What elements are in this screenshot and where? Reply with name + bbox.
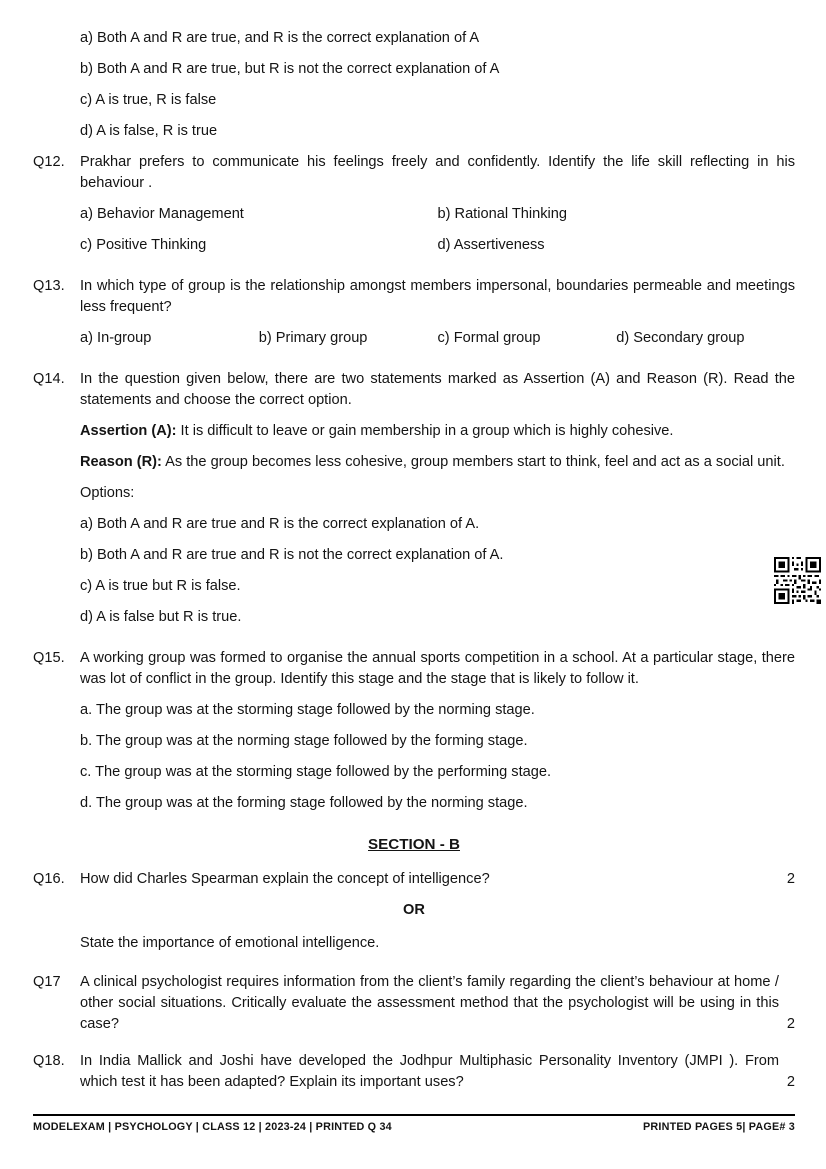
option-line: c) Positive Thinking xyxy=(80,237,207,253)
option-line: b. The group was at the norming stage followed by the forming stage. xyxy=(80,733,528,749)
question-options xyxy=(80,204,795,256)
option-line: a) Both A and R are true and R is the correct explanation of A. xyxy=(80,516,480,532)
question-text: In India Mallick and Joshi have developed the Jodhpur Multiphasic Personality Inventory (JMPI ). From which test it has been adapted? Explain its important uses? xyxy=(80,1053,779,1090)
question-number: Q16. xyxy=(33,871,65,887)
option-line: d) Secondary group xyxy=(616,330,745,346)
option-line: c) A is true, R is false xyxy=(80,92,217,108)
reason-statement xyxy=(80,452,795,473)
option-line: d) A is false, R is true xyxy=(80,123,218,139)
option-line: c) A is true but R is false. xyxy=(80,578,241,594)
reason-label: Reason (R): xyxy=(80,454,162,470)
option-line: d) A is false but R is true. xyxy=(80,609,242,625)
question-alt-text: State the importance of emotional intelligence. xyxy=(80,935,380,951)
qr-code-icon xyxy=(774,557,821,604)
question-q13 xyxy=(33,276,795,359)
option-line: b) Primary group xyxy=(258,330,368,346)
question-number: Q15. xyxy=(33,650,65,666)
marks-value: 2 xyxy=(786,1016,795,1032)
footer-right-text: PRINTED PAGES 5| PAGE# 3 xyxy=(642,1121,795,1133)
question-q15 xyxy=(33,648,795,824)
option-line: a) In-group xyxy=(80,330,152,346)
option-line: b) Both A and R are true, but R is not the correct explanation of A xyxy=(80,61,500,77)
reason-text: As the group becomes less cohesive, group members start to think, feel and act as a social unit. xyxy=(165,454,785,470)
option-line: a. The group was at the storming stage followed by the norming stage. xyxy=(80,702,535,718)
question-number: Q13. xyxy=(33,278,65,294)
option-line: d. The group was at the forming stage followed by the norming stage. xyxy=(80,795,528,811)
assertion-statement xyxy=(80,421,795,442)
question-q12 xyxy=(33,152,795,266)
question-number: Q14. xyxy=(33,371,65,387)
question-number: Q18. xyxy=(33,1053,65,1069)
question-q14 xyxy=(33,369,795,638)
question-text: In which type of group is the relationship amongst members impersonal, boundaries permeable and meetings less frequent? xyxy=(80,278,795,315)
option-line: d) Assertiveness xyxy=(437,237,545,253)
option-line: b) Rational Thinking xyxy=(437,206,568,222)
marks-value: 2 xyxy=(786,1074,795,1090)
assertion-text: It is difficult to leave or gain membership in a group which is highly cohesive. xyxy=(180,423,674,439)
assertion-label: Assertion (A): xyxy=(80,423,177,439)
option-line: a) Both A and R are true, and R is the correct explanation of A xyxy=(80,30,480,46)
option-line: a) Behavior Management xyxy=(80,206,244,222)
page-footer xyxy=(33,1114,795,1134)
marks-value: 2 xyxy=(786,871,795,887)
question-text: How did Charles Spearman explain the concept of intelligence? xyxy=(80,871,490,887)
question-q16 xyxy=(33,869,795,890)
option-line: c. The group was at the storming stage followed by the performing stage. xyxy=(80,764,552,780)
question-text: In the question given below, there are two statements marked as Assertion (A) and Reason (R). Read the statements and choose the correct option. xyxy=(80,371,795,408)
page-content xyxy=(33,28,795,1103)
question-q17 xyxy=(33,972,795,1035)
footer-left-text: MODELEXAM | PSYCHOLOGY | CLASS 12 | 2023-24 | PRINTED Q 34 xyxy=(33,1121,392,1133)
question-text: A working group was formed to organise the annual sports competition in a school. At a particular stage, there was lot of conflict in the group. Identify this stage and the stage that is likely to follow it. xyxy=(80,650,795,687)
question-options xyxy=(80,328,795,349)
question-number: Q12. xyxy=(33,154,65,170)
previous-question-options xyxy=(80,28,795,142)
question-number: Q17 xyxy=(33,974,61,990)
question-q18 xyxy=(33,1051,795,1093)
option-line: c) Formal group xyxy=(437,330,541,346)
or-divider: OR xyxy=(403,902,425,918)
question-text: Prakhar prefers to communicate his feelings freely and confidently. Identify the life skill reflecting in his behaviour . xyxy=(80,154,795,191)
section-heading: SECTION - B xyxy=(368,836,460,853)
options-label: Options: xyxy=(80,485,135,501)
option-line: b) Both A and R are true and R is not the correct explanation of A. xyxy=(80,547,504,563)
question-text: A clinical psychologist requires information from the client’s family regarding the client’s behaviour at home / other social situations. Critically evaluate the assessment method that the psychologist will be using in this case? xyxy=(80,974,779,1032)
